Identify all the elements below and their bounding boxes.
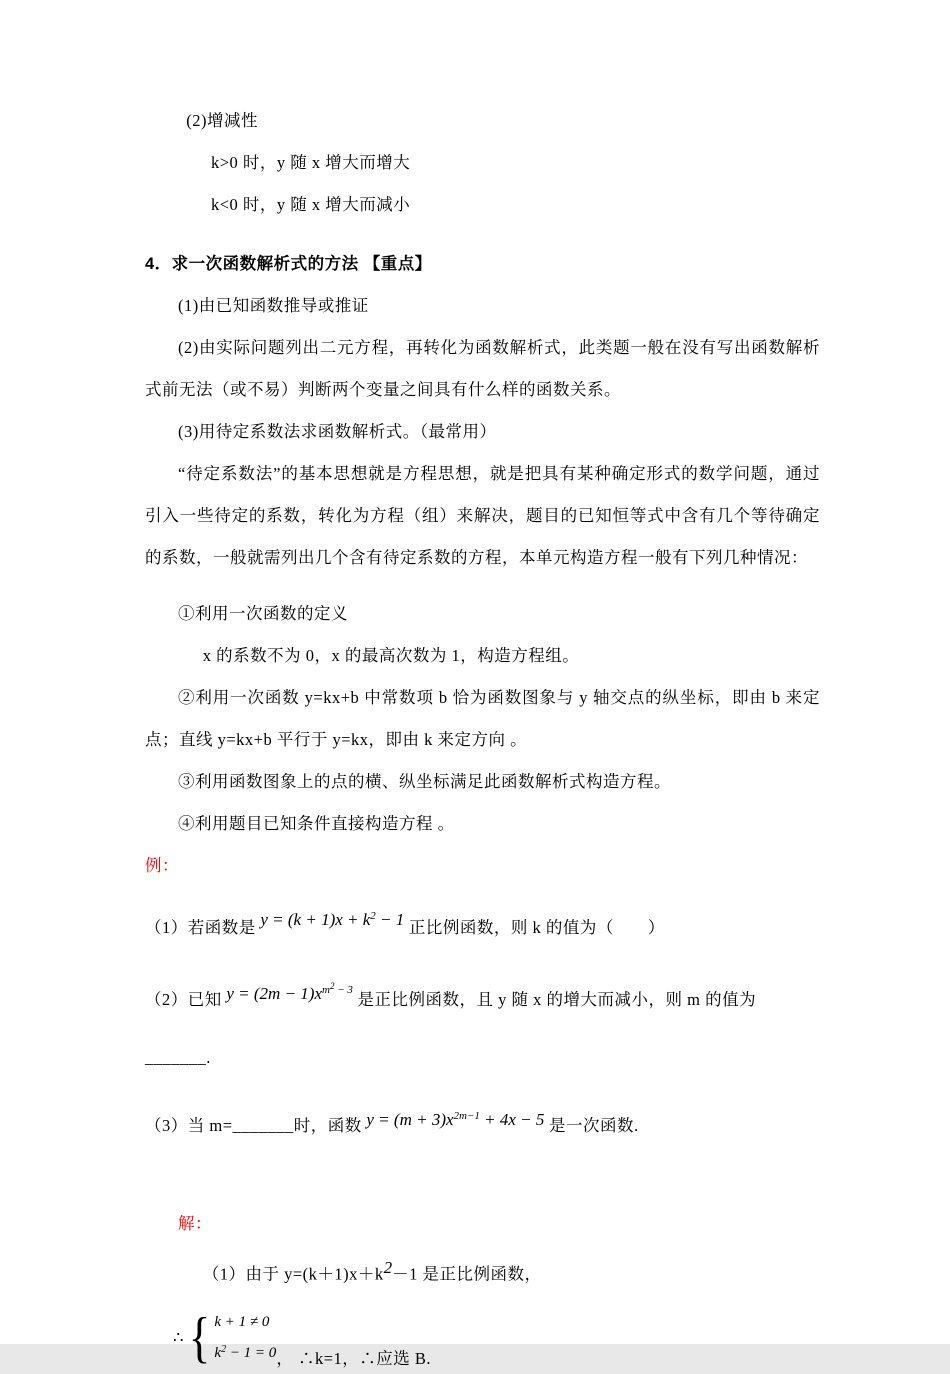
case-2 [214, 1336, 276, 1367]
circled-item-2: ②利用一次函数 y=kx+b 中常数项 b 恰为函数图象与 y 轴交点的纵坐标，即由 b 来定点；直线 y=kx+b 平行于 y=kx，即由 k 来定方向 。 [145, 688, 820, 749]
solution-exponent: 2 [383, 1258, 393, 1277]
solution-label: 解： [178, 1214, 212, 1233]
exponent-power: 2 [329, 981, 335, 991]
therefore-symbol: ∴ [173, 1327, 184, 1347]
example-3-pre: （3）当 m=_______时，函数 [145, 1116, 362, 1135]
formula-base: y = (k + 1)x + k [260, 910, 371, 929]
formula-tail: + 4x − 5 [479, 1110, 545, 1129]
solution-text-b: －1 是正比例函数， [392, 1264, 542, 1284]
formula-exponent [322, 981, 353, 996]
circled-item-3: ③利用函数图象上的点的横、纵坐标满足此函数解析式构造方程。 [178, 772, 671, 791]
example-1-post: 正比例函数，则 k 的值为（ ） [408, 918, 665, 937]
undetermined-coefficients-paragraph: “待定系数法”的基本思想就是方程思想，就是把具有某种确定形式的数学问题，通过引入一些待定的系数，转化为方程（组）来解决，题目的已知恒等式中含有几个等待确定的系数，一般就需列出几个含有待定系数的方程，本单元构造方程一般有下列几种情况： [145, 464, 820, 567]
circled-item-4: ④利用题目已知条件直接构造方程 。 [178, 814, 455, 833]
line-k-positive: k>0 时，y 随 x 增大而增大 [211, 153, 411, 172]
left-brace-icon: { [188, 1306, 210, 1369]
example-label: 例： [145, 856, 179, 875]
example-3-post: 是一次函数. [549, 1116, 639, 1135]
section-increase-decrease-title: (2)增减性 [186, 111, 258, 130]
solution-conclusion: ， ∴k=1，∴应选 B. [276, 1348, 431, 1368]
method-item-2: (2)由实际问题列出二元方程，再转化为函数解析式，此类题一般在没有写出函数解析式前无法（或不易）判断两个变量之间具有什么样的函数关系。 [145, 338, 820, 399]
example-2-formula [226, 957, 353, 1023]
formula-tail: − 1 [375, 910, 405, 929]
method-item-3: (3)用待定系数法求函数解析式。（最常用） [178, 422, 497, 441]
example-1-pre: （1）若函数是 [145, 918, 256, 937]
exponent-offset: − 3 [334, 984, 353, 996]
method-item-1: (1)由已知函数推导或推证 [178, 296, 369, 315]
circled-item-1-sub: x 的系数不为 0，x 的最高次数为 1，构造方程组。 [202, 646, 580, 665]
example-1-formula [260, 887, 404, 949]
solution-line-1 [145, 1245, 820, 1298]
formula-exponent: 2 [370, 910, 376, 922]
case-2-exponent: 2 [221, 1343, 227, 1355]
example-3-formula [366, 1087, 544, 1149]
example-3-line [145, 1087, 820, 1155]
solution-text-a: （1）由于 y=(k＋1)x＋k [202, 1264, 384, 1284]
blank-spacer [145, 579, 820, 593]
example-2-line [145, 957, 820, 1087]
case-2-base: k [214, 1344, 222, 1361]
formula-base: y = (m + 3)x [366, 1110, 454, 1129]
formula-exponent: 2m−1 [453, 1110, 480, 1122]
formula-base: y = (2m − 1)x [226, 984, 323, 1003]
exponent-variable: m [322, 984, 330, 996]
cases-stack [214, 1309, 276, 1367]
line-k-negative: k<0 时，y 随 x 增大而减小 [211, 195, 411, 214]
case-1-equation: k + 1 ≠ 0 [214, 1313, 270, 1330]
circled-item-1: ①利用一次函数的定义 [178, 604, 348, 623]
case-2-equation [214, 1345, 276, 1361]
example-2-pre: （2）已知 [145, 990, 222, 1009]
section-4-heading: 4．求一次函数解析式的方法 【重点】 [145, 255, 432, 273]
case-1 [214, 1309, 276, 1336]
example-1-line [145, 887, 820, 957]
solution-equation-system [173, 1302, 820, 1374]
example-2-post: 是正比例函数，且 y 随 x 的增大而减小，则 m 的值为_______. [145, 990, 757, 1067]
case-2-tail: − 1 = 0 [226, 1344, 277, 1361]
